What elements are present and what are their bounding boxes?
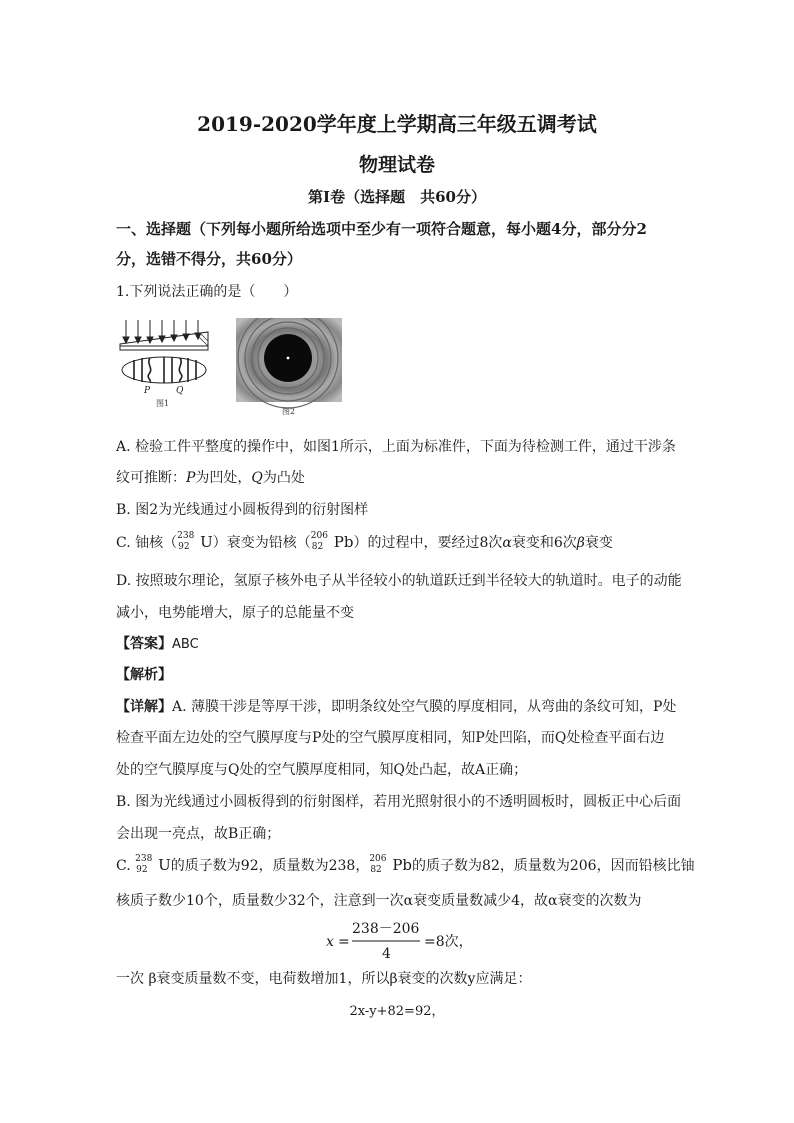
part-title: 第Ⅰ卷（选择题 共60分）: [308, 188, 486, 206]
option-c-post: 衰变: [584, 535, 613, 551]
frac-denominator: 4: [382, 946, 391, 962]
option-a-p: P: [186, 470, 196, 486]
figure2-diffraction: [236, 318, 342, 416]
option-c: [116, 532, 613, 553]
lead-nuclide: [311, 533, 333, 553]
exam-title: 2019-2020学年度上学期高三年级五调考试: [197, 112, 597, 136]
figure2-caption: 图2: [282, 407, 296, 416]
question-figures: [116, 318, 346, 424]
option-c-mid1: ）衰变为铅核（: [212, 535, 311, 551]
option-c-mid3: 衰变和6次: [511, 535, 577, 551]
option-a-line1: A. 检验工件平整度的操作中，如图1所示，上面为标准件，下面为待检测工件，通过干涉条: [116, 439, 676, 455]
option-a-text3: 为凸处: [262, 470, 305, 486]
analysis-a-line3: 处的空气膜厚度与Q处的空气膜厚度相同，知Q处凸起，故A正确；: [116, 762, 528, 778]
option-d-line1: D. 按照玻尔理论，氢原子核外电子从半径较小的轨道跃迁到半径较大的轨道时。电子的动能: [116, 573, 682, 589]
analysis-c-pre: C.: [116, 858, 136, 874]
frac-result: =8次，: [424, 934, 473, 950]
analysis-b-line1: B. 图为光线通过小圆板得到的衍射图样，若用光照射很小的不透明圆板时，圆板正中心后面: [116, 794, 682, 810]
analysis-pb-mass: 206: [369, 854, 387, 864]
fraction-svg: [324, 918, 474, 964]
analysis-a-line1: [116, 696, 676, 716]
analysis-c-line2: 核质子数少10个，质量数少32个，注意到一次α衰变质量数减少4，故α衰变的次数为: [116, 893, 642, 909]
option-d-line2: 减小，电势能增大，原子的总能量不变: [116, 605, 354, 621]
option-c-mid2: ）的过程中，要经过8次: [353, 535, 503, 551]
alpha-count-formula: [324, 918, 474, 968]
figures-svg: [116, 318, 346, 420]
analysis-b-line2: 会出现一亮点，故B正确；: [116, 826, 281, 842]
option-a-q: Q: [251, 470, 263, 486]
figure1-caption: 图1: [156, 399, 170, 408]
analysis-c-mid: 的质子数为92，质量数为238，: [170, 858, 370, 874]
answer-line: [116, 633, 199, 653]
frac-numerator: 238－206: [352, 921, 420, 937]
section-instruction-line2: 分，选错不得分，共60分）: [116, 250, 302, 268]
analysis-c-line3: 一次 β衰变质量数不变，电荷数增加1，所以β衰变的次数y应满足：: [116, 971, 532, 987]
question-stem: 1.下列说法正确的是（ ）: [116, 284, 298, 300]
analysis-a1: A. 薄膜干涉是等厚干涉，即明条纹处空气膜的厚度相同，从弯曲的条纹可知，P处: [172, 699, 677, 715]
figure1-interference: [120, 320, 208, 408]
u-charge: 92: [178, 542, 190, 552]
section-instruction-line1: 一、选择题（下列每小题所给选项中至少有一项符合题意，每小题4分，部分分2: [116, 220, 647, 238]
analysis-u-symbol: U: [158, 856, 171, 874]
analysis-pb-charge: 82: [370, 865, 382, 875]
answer-label: 【答案】: [116, 636, 172, 652]
option-c-pre: C. 铀核（: [116, 535, 178, 551]
answer-value: ABC: [172, 637, 199, 652]
option-a-line2: [116, 467, 305, 487]
analysis-label: 【解析】: [116, 667, 172, 683]
analysis-uranium: [135, 856, 157, 876]
analysis-lead: [369, 856, 391, 876]
analysis-pb-symbol: Pb: [392, 856, 413, 874]
frac-eq: =: [338, 934, 350, 950]
option-a-text: 纹可推断：: [116, 470, 186, 486]
analysis-c-line1: [116, 855, 695, 876]
option-b: B. 图2为光线通过小圆板得到的衍射图样: [116, 502, 369, 518]
subject-title: 物理试卷: [358, 154, 435, 176]
analysis-u-mass: 238: [135, 854, 153, 864]
frac-x: x: [326, 934, 334, 950]
u-mass: 238: [177, 531, 195, 541]
pb-mass: 206: [310, 531, 328, 541]
beta-symbol: β: [576, 535, 585, 551]
beta-count-equation: 2x-y+82=92，: [349, 1004, 445, 1019]
uranium-nuclide: [177, 533, 199, 553]
pb-charge: 82: [311, 542, 324, 552]
u-symbol: U: [200, 533, 213, 551]
figure1-label-q: Q: [176, 386, 184, 396]
analysis-a-line2: 检查平面左边处的空气膜厚度与P处的空气膜厚度相同，知P处凹陷，而Q处检查平面右边: [116, 730, 665, 746]
pb-symbol: Pb: [333, 533, 354, 551]
option-a-text2: 为凹处，: [195, 470, 252, 486]
figure1-label-p: P: [144, 386, 151, 396]
alpha-symbol: α: [502, 535, 512, 551]
analysis-u-charge: 92: [136, 865, 148, 875]
analysis-c-post: 的质子数为82，质量数为206，因而铅核比铀: [412, 858, 695, 874]
detail-label: 【详解】: [116, 699, 172, 715]
